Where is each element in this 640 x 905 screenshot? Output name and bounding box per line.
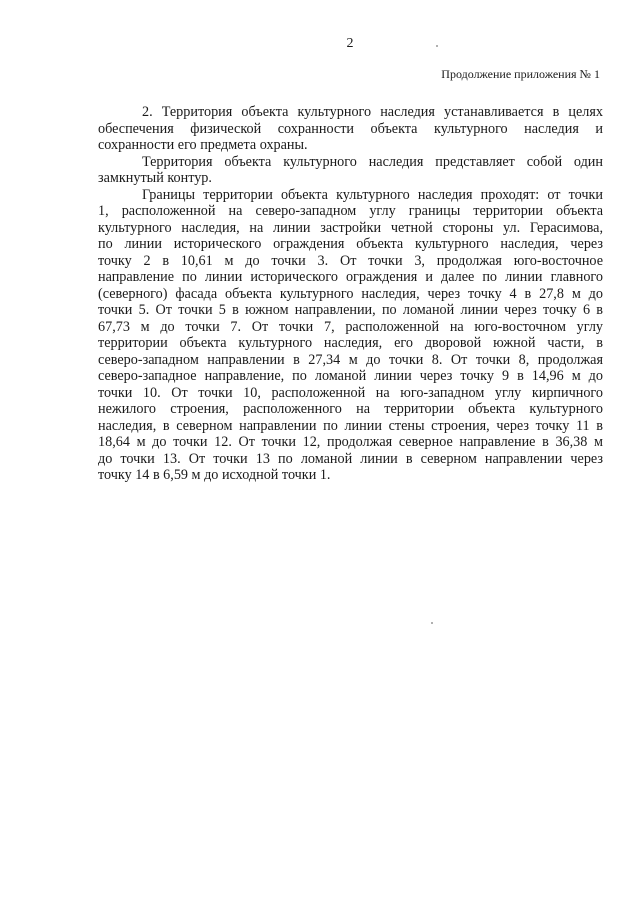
paragraph-territory-contour	[98, 154, 603, 187]
text-line: до точки 13. От точки 13 по ломаной линии в северном направлении через	[98, 450, 603, 467]
text-line: 2. Территория объекта культурного наследия устанавливается в целях	[142, 104, 603, 120]
scan-speck	[431, 622, 433, 624]
text-line: точки 5. От точки 5 в южном направлении, по ломаной линии через точку 6 в	[98, 302, 603, 318]
text-line: культурного наследия, на линии застройки четной стороны ул. Герасимова,	[98, 219, 603, 236]
appendix-continuation-note: Продолжение приложения № 1	[441, 67, 600, 81]
text-line: нежилого строения, расположенного на территории объекта культурного	[98, 401, 603, 417]
text-line: точку 14 в 6,59 м до исходной точки 1.	[98, 467, 331, 483]
paragraph-territory-purpose	[98, 104, 603, 154]
text-line: наследия, в северном направлении по линии стены строения, через точку 11 в	[98, 417, 603, 434]
text-line: территории объекта культурного наследия, его дворовой южной части, в	[98, 335, 603, 351]
text-line: 18,64 м до точки 12. От точки 12, продолжая северное направление в 36,38 м	[98, 434, 603, 450]
text-line: 67,73 м до точки 7. От точки 7, расположенной на юго-восточном углу	[98, 318, 603, 335]
text-line: сохранности его предмета охраны.	[98, 137, 308, 153]
text-line: по линии исторического ограждения объекта культурного наследия, через	[98, 236, 603, 252]
text-line: 1, расположенной на северо-западном углу границы территории объекта	[98, 203, 603, 219]
scan-speck	[436, 45, 438, 47]
text-line: Территория объекта культурного наследия представляет собой один	[142, 153, 603, 170]
document-body	[98, 104, 603, 484]
text-line: точки 10. От точки 10, расположенной на юго-западном углу кирпичного	[98, 384, 603, 401]
text-line: направление по линии исторического ограждения и далее по линии главного	[98, 269, 603, 285]
text-line: северо-западном направлении в 27,34 м до точки 8. От точки 8, продолжая	[98, 351, 603, 368]
text-line: точку 2 в 10,61 м до точки 3. От точки 3, продолжая юго-восточное	[98, 252, 603, 269]
text-line: северо-западное направление, по ломаной линии через точку 9 в 14,96 м до	[98, 368, 603, 384]
paragraph-territory-boundaries	[98, 187, 603, 484]
text-line: Границы территории объекта культурного наследия проходят: от точки	[142, 186, 603, 203]
page-number: 2	[346, 36, 354, 51]
text-line: замкнутый контур.	[98, 170, 212, 186]
text-line: обеспечения физической сохранности объекта культурного наследия и	[98, 120, 603, 137]
text-line: (северного) фасада объекта культурного наследия, через точку 4 в 27,8 м до	[98, 285, 603, 302]
